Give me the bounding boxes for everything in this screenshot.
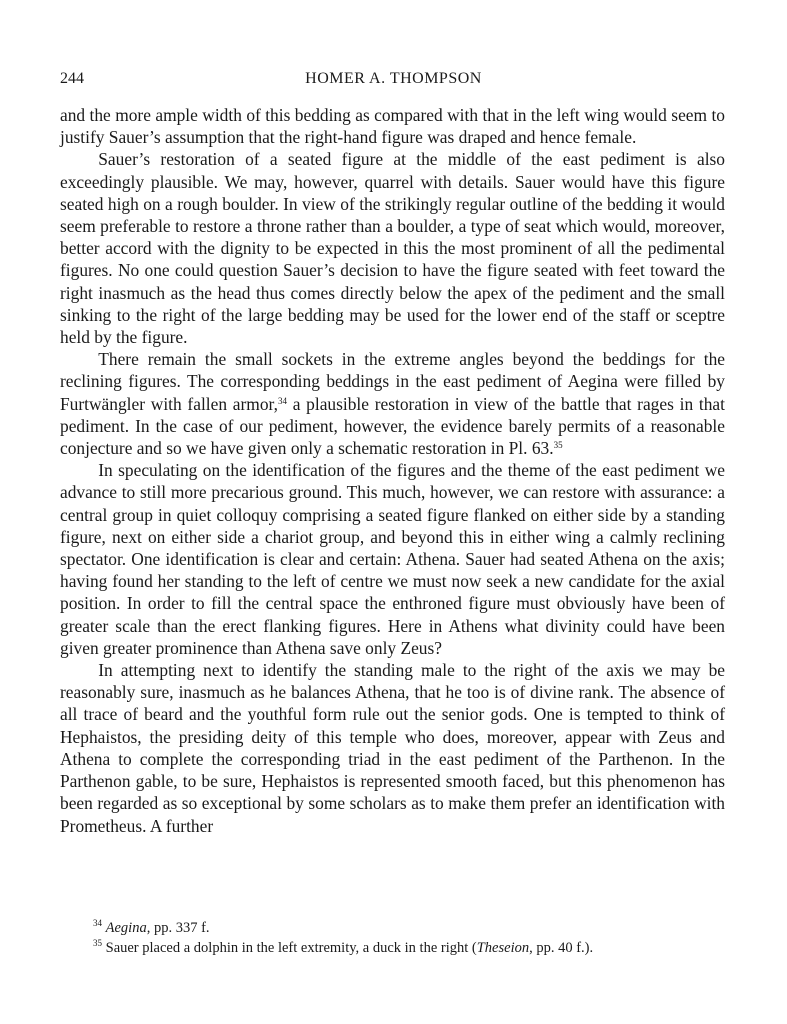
paragraph-2: Sauer’s restoration of a seated figure at the middle of the east pediment is also exceedingly plausible. We may, however, quarrel with details. Sauer would have this figure seated high on a rough boulder. In view of the strikingly regular outline of the bedding it would seem preferable to restore a throne rather than a boulder, a type of seat which would, moreover, better accord with the dignity to be expected in this the most prominent of all the pedimental figures. No one could question Sauer’s decision to have the figure seated with feet toward the right inasmuch as the head thus comes directly below the apex of the pediment and the small sinking to the right of the large bedding may be used for the lower end of the staff or sceptre held by the figure.	[60, 149, 725, 348]
footnote-number: 35	[93, 938, 102, 948]
footnote-text-end: , pp. 40 f.).	[529, 940, 594, 956]
footnote-35	[93, 938, 733, 958]
footnote-number: 34	[93, 918, 102, 928]
page-number: 244	[60, 70, 84, 87]
footnotes	[93, 918, 733, 958]
paragraph-5: In attempting next to identify the standing male to the right of the axis we may be reasonably sure, inasmuch as he balances Athena, that he too is of divine rank. The absence of all trace of beard and the youthful form rule out the senior gods. One is tempted to think of Hephaistos, the presiding deity of this temple who does, moreover, appear with Zeus and Athena to complete the corresponding triad in the east pediment of the Parthenon. In the Parthenon gable, to be sure, Hephaistos is represented smooth faced, but this phenomenon has been regarded as so exceptional by some scholars as to make them prefer an identification with Prometheus. A further	[60, 660, 725, 836]
footnote-citation: Theseion	[476, 940, 530, 956]
running-title: HOMER A. THOMPSON	[305, 70, 482, 87]
body-text	[60, 104, 725, 837]
footnote-text: , pp. 337 f.	[146, 920, 210, 936]
footnote-text: Sauer placed a dolphin in the left extremity, a duck in the right (	[102, 940, 477, 956]
footnote-34	[93, 918, 733, 938]
paragraph-3-part-b: a plausible restoration in view of the battle that rages in that pediment. In the case of our pediment, however, the evidence barely permits of a reasonable conjecture and so we have given only a schematic restoration in Pl. 63.	[60, 393, 725, 459]
paragraph-4: In speculating on the identification of the figures and the theme of the east pediment we advance to still more precarious ground. This much, however, we can restore with assurance: a central group in quiet colloquy comprising a seated figure flanked on either side by a standing figure, next on either side a chariot group, and beyond this in either wing a calmly reclining spectator. One identification is clear and certain: Athena. Sauer had seated Athena on the axis; having found her standing to the left of centre we must now seek a new candidate for the axial position. In order to fill the central space the enthroned figure must obviously have been of greater scale than the erect flanking figures. Here in Athens what divinity could have been given greater prominence than Athena save only Zeus?	[60, 460, 725, 658]
footnote-ref-35: 35	[553, 440, 563, 451]
paragraph-1: and the more ample width of this bedding as compared with that in the left wing would seem to justify Sauer’s assumption that the right-hand figure was draped and hence female.	[60, 105, 725, 148]
footnote-ref-34: 34	[277, 395, 287, 406]
paragraph-3	[60, 348, 725, 459]
footnote-citation: Aegina	[105, 920, 147, 936]
page-header	[60, 70, 727, 92]
paragraph-3-part-a: There remain the small sockets in the extreme angles beyond the beddings for the reclining figures. The corresponding beddings in the east pediment of Aegina were filled by Furtwängler with fallen armor,	[60, 349, 725, 414]
